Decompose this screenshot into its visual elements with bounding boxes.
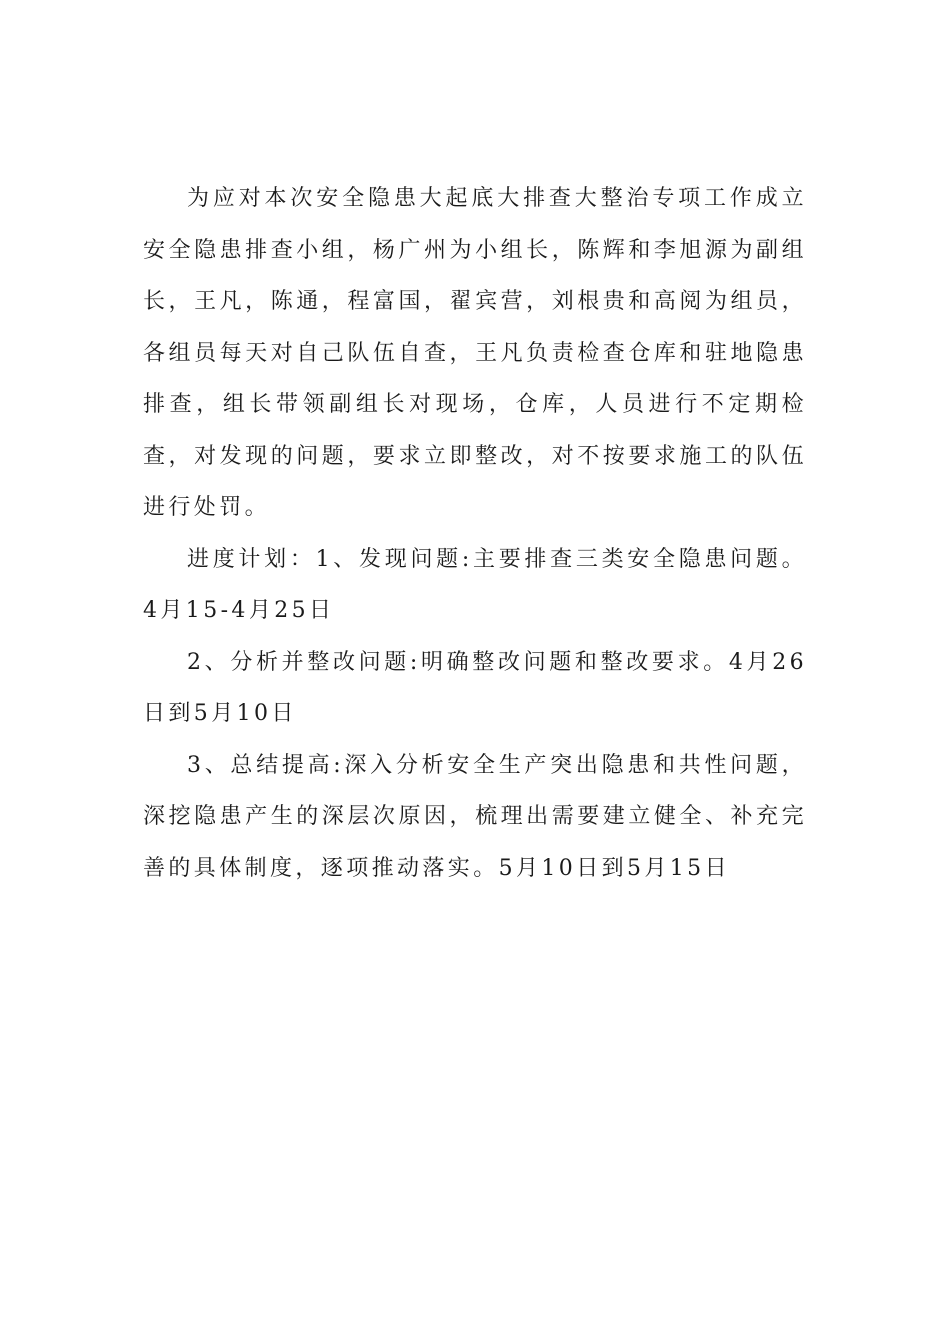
paragraph-schedule-step-2: 2、分析并整改问题:明确整改问题和整改要求。4月26日到5月10日: [143, 649, 807, 726]
document-body: [143, 173, 807, 894]
paragraph-schedule-step-3: 3、总结提高:深入分析安全生产突出隐患和共性问题，深挖隐患产生的深层次原因，梳理出需要建立健全、补充完善的具体制度，逐项推动落实。5月10日到5月15日: [143, 752, 807, 881]
paragraph-team: 为应对本次安全隐患大起底大排查大整治专项工作成立安全隐患排查小组，杨广州为小组长，陈辉和李旭源为副组长，王凡，陈通，程富国，翟宾营，刘根贵和高阅为组员，各组员每天对自己队伍自查，王凡负责检查仓库和驻地隐患排查，组长带领副组长对现场，仓库，人员进行不定期检查，对发现的问题，要求立即整改，对不按要求施工的队伍进行处罚。: [143, 186, 807, 520]
paragraph-schedule-step-1: 进度计划：1、发现问题:主要排查三类安全隐患问题。4月15-4月25日: [143, 546, 807, 623]
